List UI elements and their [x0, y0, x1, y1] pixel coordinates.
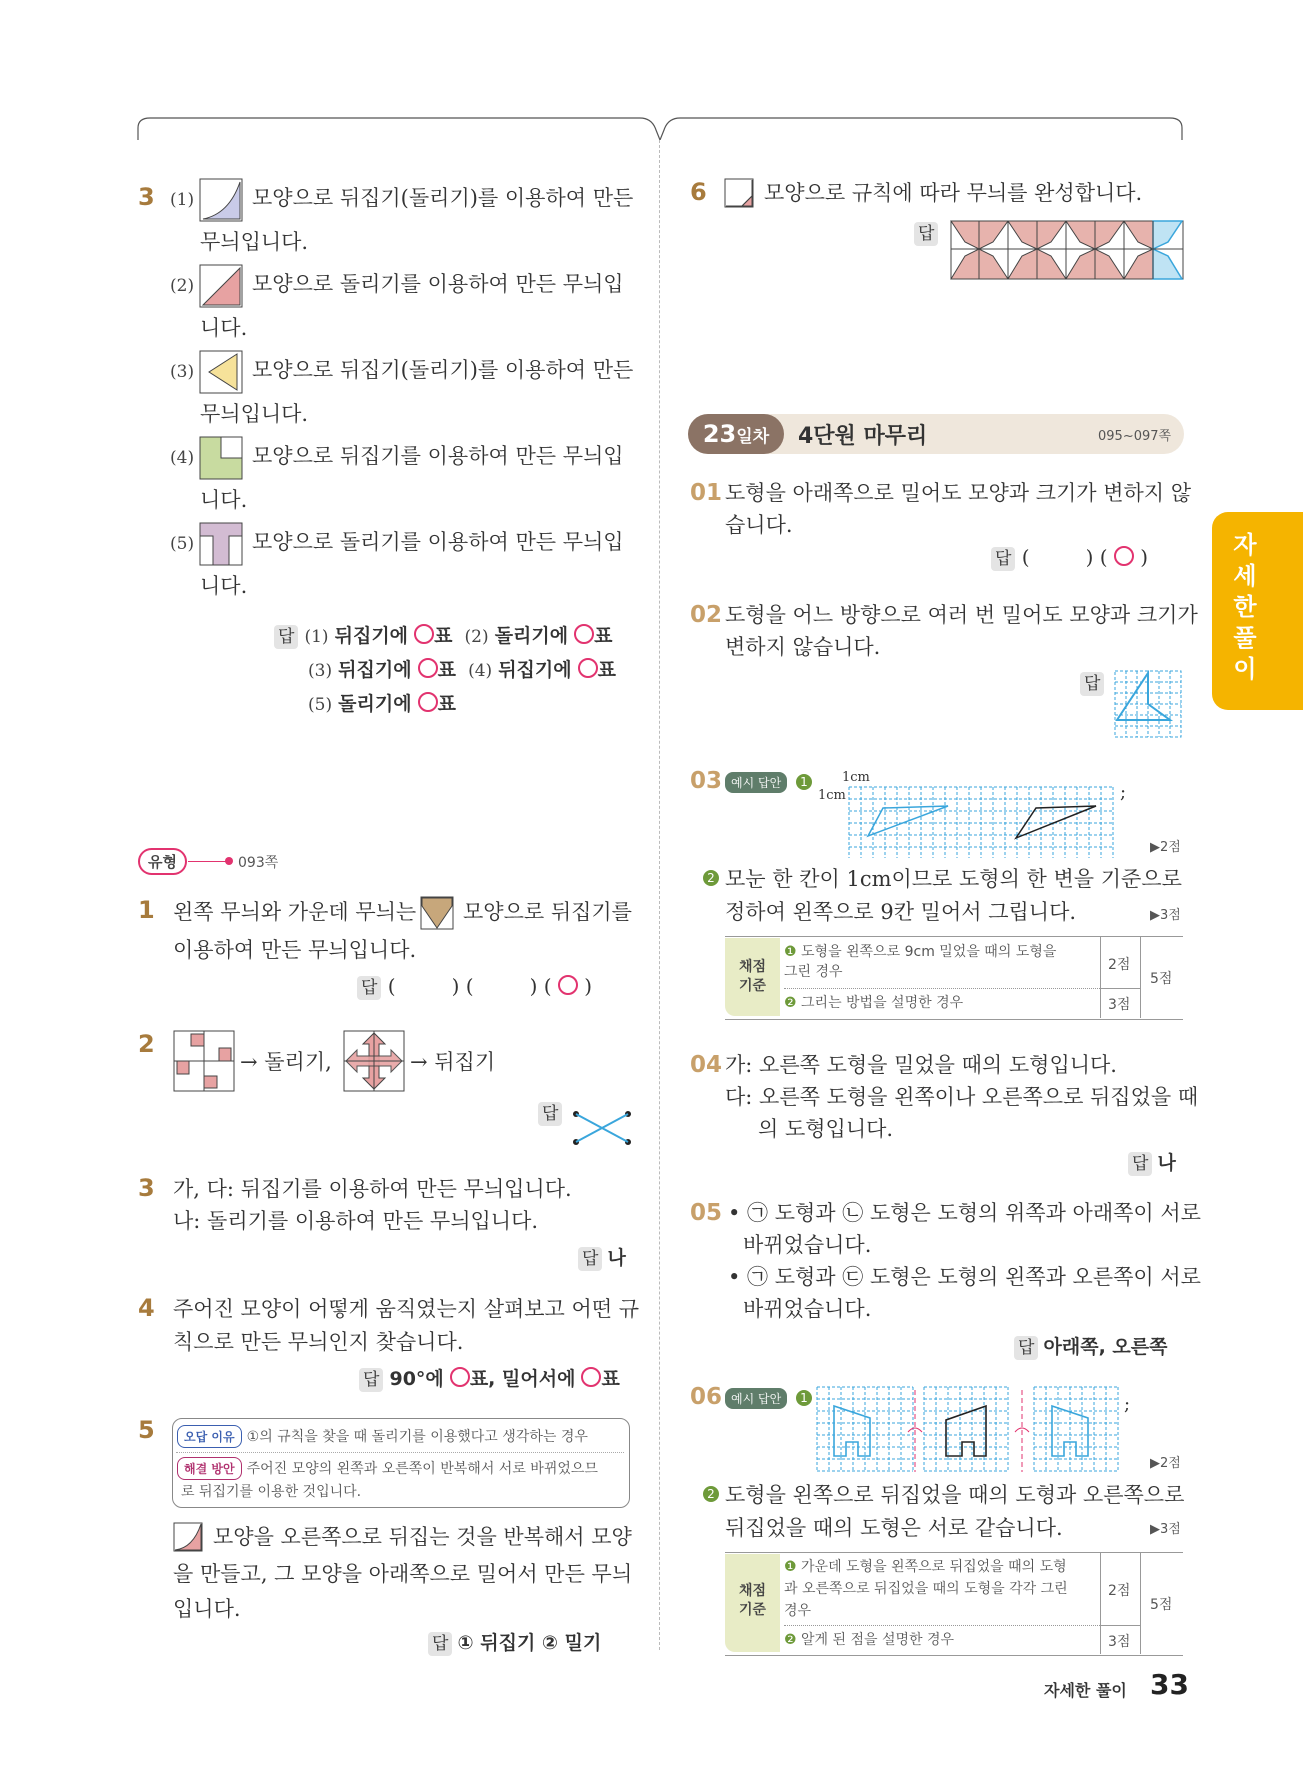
unit-label: 1cm [842, 770, 870, 785]
answer-text: 나 [1157, 1152, 1176, 1174]
question-text: 도형을 어느 방향으로 여러 번 밀어도 모양과 크기가 [725, 603, 1198, 627]
shape-icon-3 [199, 350, 243, 394]
question-text: 모양을 오른쪽으로 뒤집는 것을 반복해서 모양 [213, 1525, 632, 1549]
circle-mark [450, 1367, 470, 1387]
step-marker: 1 [796, 1390, 812, 1406]
section-title: 4단원 마무리 [798, 424, 928, 449]
step-text: 도형을 왼쪽으로 뒤집었을 때의 도형과 오른쪽으로 [725, 1483, 1185, 1507]
tab-char: 한 [1233, 593, 1257, 621]
answer-num: (1) [304, 627, 329, 647]
answer-suffix: 표 [437, 659, 456, 681]
header-text: 기준 [738, 978, 767, 994]
question-text: 입니다. [173, 1597, 241, 1621]
header-text: 채점 [738, 1583, 767, 1599]
answer-row [1128, 1148, 1176, 1176]
answer-row [428, 1628, 601, 1656]
paren: ( [387, 974, 396, 998]
circle-mark [1114, 546, 1134, 566]
score-pts: 3점 [1108, 997, 1131, 1013]
item-label: (1) [170, 190, 195, 210]
item-label: (3) [170, 362, 195, 382]
question-text: 이용하여 만든 무늬입니다. [173, 938, 417, 962]
question-text: 모양으로 규칙에 따라 무늬를 완성합니다. [764, 181, 1143, 205]
paren: ) [1140, 545, 1149, 569]
item-label: (5) [170, 534, 195, 554]
unit-label: 1cm [818, 788, 846, 803]
circle-mark [418, 692, 438, 712]
wrong-text: ①의 규칙을 찾을 때 돌리기를 이용했다고 생각하는 경우 [246, 1429, 588, 1445]
answer-row [1014, 1332, 1168, 1360]
match-lines [570, 1108, 634, 1148]
shape-icon-p5 [173, 1522, 203, 1552]
arrow-figure [343, 1030, 405, 1092]
score-row: ❶ 도형을 왼쪽으로 9cm 밀었을 때의 도형을 그린 경우 [784, 944, 1057, 980]
answer-block [274, 620, 616, 722]
question-number: 1 [138, 896, 155, 924]
question-number: 6 [690, 178, 707, 206]
answer-label: 답 [914, 222, 938, 246]
question-number: 4 [138, 1294, 155, 1322]
grid-answer-02 [1114, 670, 1184, 740]
step-text: 뒤집었을 때의 도형은 서로 같습니다. [725, 1516, 1063, 1540]
side-tab-label [1228, 530, 1262, 685]
score-pts: 3점 [1108, 1634, 1131, 1650]
paren: ( [1021, 545, 1030, 569]
step-marker: 1 [796, 774, 812, 790]
answer-label: 답 [538, 1102, 562, 1126]
answer-label: 답 [274, 625, 298, 649]
shape-icon-2 [199, 264, 243, 308]
answer-text: 뒤집기에 [334, 625, 409, 647]
example-tag: 예시 답안 [725, 1388, 787, 1409]
answer-text: 뒤집기에 [338, 659, 412, 681]
score-vline [1100, 1552, 1101, 1654]
answer-label: 답 [1128, 1152, 1152, 1176]
question-number: 5 [138, 1416, 155, 1444]
question-number: 3 [138, 183, 155, 211]
question-text: 모양으로 뒤집기를 [463, 900, 632, 924]
answer-text: 돌리기에 [494, 625, 569, 647]
circle-mark [578, 658, 598, 678]
circle-mark [581, 1367, 601, 1387]
tab-char: 풀 [1233, 624, 1257, 652]
item-label: (2) [170, 276, 195, 296]
score-pts: 2점 [1108, 1583, 1131, 1599]
score-row: ❷ 알게 된 점을 설명한 경우 [784, 1632, 955, 1648]
circle-mark [418, 658, 438, 678]
answer-text: 아래쪽, 오른쪽 [1043, 1336, 1168, 1358]
answer-text: 표, 밀어서에 [469, 1368, 576, 1390]
shape-icon-4 [199, 436, 243, 480]
item-text: 니다. [200, 574, 248, 598]
answer-num: (2) [464, 627, 489, 647]
score-text: 그리는 방법을 설명한 경우 [801, 995, 964, 1011]
answer-label: 답 [359, 1368, 383, 1392]
fix-text: 주어진 모양의 왼쪽과 오른쪽이 반복해서 서로 바뀌었으므 [246, 1461, 598, 1477]
paren: ( [543, 974, 552, 998]
day-badge [688, 414, 784, 454]
flip-figures-06 [816, 1386, 1126, 1474]
semicolon: ; [1120, 782, 1127, 803]
question-text: 나: 돌리기를 이용하여 만든 무늬입니다. [173, 1209, 539, 1233]
grid-answer-03 [848, 786, 1118, 858]
answer-label: 답 [357, 976, 381, 1000]
step-text: 모눈 한 칸이 1cm이므로 도형의 한 변을 기준으로 [725, 867, 1182, 891]
answer-label: 답 [578, 1247, 602, 1271]
score-hline [1100, 1625, 1140, 1626]
arrow-text: → 돌리기, [240, 1050, 332, 1074]
item-text: 모양으로 돌리기를 이용하여 만든 무늬입 [252, 272, 624, 296]
answer-label: 답 [1080, 672, 1104, 696]
paren: ) [584, 974, 593, 998]
page-frame [0, 0, 1303, 140]
answer-text: 돌리기에 [338, 693, 412, 715]
points: ▶2점 [1150, 840, 1181, 855]
score-vline [1100, 936, 1101, 1018]
shape-icon-5 [199, 522, 243, 566]
score-text: 알게 된 점을 설명한 경우 [801, 1632, 955, 1648]
shape-icon-p6 [724, 178, 754, 208]
question-number: 03 [690, 768, 723, 794]
answer-row [578, 1243, 626, 1271]
question-text: 을 만들고, 그 모양을 아래쪽으로 밀어서 만든 무늬 [173, 1562, 633, 1586]
question-text: • ㉠ 도형과 ㉡ 도형은 도형의 위쪽과 아래쪽이 서로 [728, 1201, 1201, 1225]
question-number: 02 [690, 602, 723, 628]
points: ▶2점 [1150, 1456, 1181, 1471]
answer-suffix: 표 [597, 659, 617, 681]
arrow-text: → 뒤집기 [410, 1050, 496, 1074]
answer-text: 뒤집기에 [498, 659, 572, 681]
page-number: 33 [1150, 1668, 1189, 1701]
scoring-header [725, 938, 780, 1016]
question-number: 3 [138, 1174, 155, 1202]
score-hline [1100, 988, 1140, 989]
item-text: 니다. [200, 316, 248, 340]
question-text: 변하지 않습니다. [725, 635, 881, 659]
item-text: 무늬입니다. [200, 230, 309, 254]
answer-suffix: 표 [437, 693, 456, 715]
fix-method [177, 1457, 598, 1480]
step-marker: 2 [703, 870, 719, 886]
item-text: 모양으로 돌리기를 이용하여 만든 무늬입 [252, 530, 624, 554]
answer-num: (4) [468, 661, 493, 681]
answer-label: 답 [991, 547, 1015, 571]
pinwheel-figure [173, 1030, 235, 1092]
question-text: 도형을 아래쪽으로 밀어도 모양과 크기가 변하지 않 [725, 481, 1192, 505]
fix-text: 로 뒤집기를 이용한 것입니다. [181, 1484, 362, 1500]
score-divider [784, 988, 1100, 989]
tab-char: 세 [1233, 562, 1257, 590]
question-text: 왼쪽 무늬와 가운데 무늬는 [173, 900, 417, 924]
paren: ) ( [1085, 545, 1108, 569]
item-text: 모양으로 뒤집기(돌리기)를 이용하여 만든 [252, 358, 634, 382]
shape-icon-1 [199, 178, 243, 222]
score-text: 그린 경우 [784, 964, 843, 980]
score-row: ❶ 가운데 도형을 왼쪽으로 뒤집었을 때의 도형 과 오른쪽으로 뒤집었을 때의 도형을 각각 그린 경우 [784, 1559, 1068, 1619]
circle-mark [574, 624, 594, 644]
circle-mark [558, 975, 578, 995]
day-number: 23 [702, 420, 737, 448]
points: ▶3점 [1150, 908, 1181, 923]
paren: ( [465, 974, 474, 998]
question-number: 06 [690, 1384, 723, 1410]
answer-label: 답 [428, 1632, 452, 1656]
points: ▶3점 [1150, 1522, 1181, 1537]
tab-char: 이 [1233, 655, 1257, 683]
score-row: ❷ 그리는 방법을 설명한 경우 [784, 995, 964, 1011]
type-badge: 유형 [138, 848, 187, 875]
item-text: 모양으로 뒤집기를 이용하여 만든 무늬입 [252, 444, 624, 468]
section-pages: 095~097쪽 [1098, 429, 1172, 444]
score-vline [1140, 936, 1141, 1018]
shape-icon-p1 [420, 896, 454, 930]
pattern-answer [950, 220, 1184, 280]
score-divider [784, 1625, 1100, 1626]
dotted-divider [176, 1452, 624, 1453]
score-pts: 2점 [1108, 957, 1131, 973]
fix-tag: 해결 방안 [177, 1457, 242, 1480]
answer-text: 표 [601, 1368, 620, 1390]
step-text: 정하여 왼쪽으로 9칸 밀어서 그립니다. [725, 900, 1077, 924]
score-total: 5점 [1150, 971, 1173, 987]
item-text: 모양으로 뒤집기(돌리기)를 이용하여 만든 [252, 186, 634, 210]
scoring-header [725, 1554, 780, 1652]
question-text: 주어진 모양이 어떻게 움직였는지 살펴보고 어떤 규 [173, 1297, 640, 1321]
answer-num: (5) [308, 695, 333, 715]
example-tag: 예시 답안 [725, 772, 787, 793]
type-page: 093쪽 [238, 855, 279, 871]
question-text: 의 도형입니다. [758, 1117, 894, 1141]
answer-label: 답 [1014, 1336, 1038, 1360]
answer-text: 90°에 [389, 1368, 444, 1390]
day-suffix: 일차 [736, 427, 770, 447]
answer-row [357, 974, 592, 1000]
wrong-reason [177, 1425, 588, 1448]
question-text: • ㉠ 도형과 ㉢ 도형은 도형의 왼쪽과 오른쪽이 서로 [728, 1265, 1201, 1289]
score-total: 5점 [1150, 1597, 1173, 1613]
score-text: 경우 [784, 1603, 812, 1619]
question-number: 01 [690, 480, 723, 506]
answer-suffix: 표 [594, 625, 613, 647]
type-line [188, 861, 228, 862]
score-text: 과 오른쪽으로 뒤집었을 때의 도형을 각각 그린 [784, 1581, 1068, 1597]
footer-label: 자세한 풀이 [1044, 1681, 1127, 1700]
item-label: (4) [170, 448, 195, 468]
circle-mark [414, 624, 434, 644]
header-text: 채점 [738, 959, 767, 975]
item-text: 니다. [200, 488, 248, 512]
paren: ) [529, 974, 538, 998]
question-number: 2 [138, 1030, 155, 1058]
answer-text: ① 뒤집기 ② 밀기 [457, 1632, 602, 1654]
step-marker: 2 [703, 1486, 719, 1502]
type-dot [225, 857, 233, 865]
question-text: 바뀌었습니다. [743, 1233, 872, 1257]
question-text: 칙으로 만든 무늬인지 찾습니다. [173, 1330, 464, 1354]
answer-suffix: 표 [434, 625, 453, 647]
answer-row [359, 1364, 620, 1392]
wrong-tag: 오답 이유 [177, 1425, 242, 1448]
answer-text: 나 [607, 1247, 626, 1269]
semicolon: ; [1124, 1394, 1131, 1415]
score-text: 도형을 왼쪽으로 9cm 밀었을 때의 도형을 [801, 944, 1057, 960]
column-divider [659, 140, 660, 1650]
answer-row [991, 545, 1148, 571]
question-number: 05 [690, 1200, 723, 1226]
tab-char: 자 [1233, 531, 1257, 559]
score-vline [1140, 1552, 1141, 1654]
score-text: 가운데 도형을 왼쪽으로 뒤집었을 때의 도형 [801, 1559, 1067, 1575]
question-text: 다: 오른쪽 도형을 왼쪽이나 오른쪽으로 뒤집었을 때 [725, 1085, 1199, 1109]
question-text: 가: 오른쪽 도형을 밀었을 때의 도형입니다. [725, 1053, 1117, 1077]
question-text: 바뀌었습니다. [743, 1297, 872, 1321]
question-text: 습니다. [725, 513, 793, 537]
question-number: 04 [690, 1052, 723, 1078]
item-text: 무늬입니다. [200, 402, 309, 426]
question-text: 가, 다: 뒤집기를 이용하여 만든 무늬입니다. [173, 1177, 572, 1201]
header-text: 기준 [738, 1602, 767, 1618]
paren: ) [451, 974, 460, 998]
answer-num: (3) [308, 661, 333, 681]
